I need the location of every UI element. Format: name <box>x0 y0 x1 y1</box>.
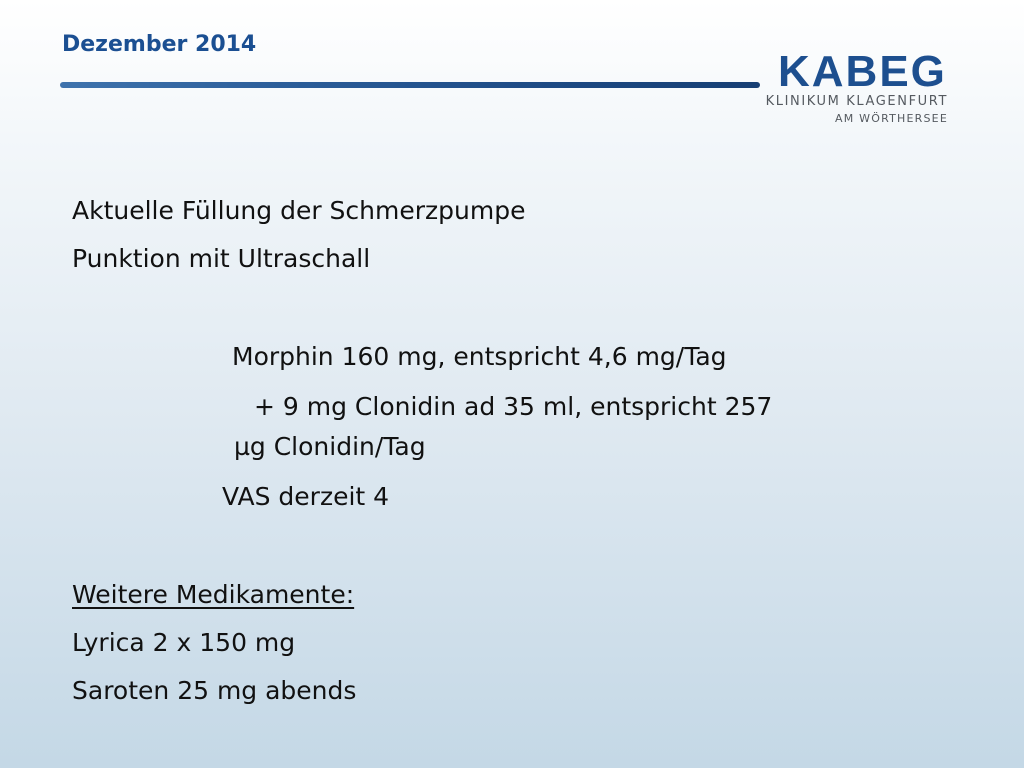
vas-score-line: VAS derzeit 4 <box>222 482 390 511</box>
logo-wordmark: KABEG <box>778 47 947 96</box>
clonidin-daily-line: µg Clonidin/Tag <box>234 432 426 461</box>
clonidin-dosage-line: + 9 mg Clonidin ad 35 ml, entspricht 257 <box>254 392 773 421</box>
lyrica-line: Lyrica 2 x 150 mg <box>72 628 296 657</box>
logo-subtitle-location: AM WÖRTHERSEE <box>835 112 948 125</box>
pump-filling-line: Aktuelle Füllung der Schmerzpumpe <box>72 196 526 225</box>
morphin-dosage-line: Morphin 160 mg, entspricht 4,6 mg/Tag <box>232 342 727 371</box>
saroten-line: Saroten 25 mg abends <box>72 676 357 705</box>
other-medications-heading: Weitere Medikamente: <box>72 580 355 609</box>
page-title: Dezember 2014 <box>62 32 257 57</box>
logo-subtitle-clinic: KLINIKUM KLAGENFURT <box>765 94 948 109</box>
ultrasound-puncture-line: Punktion mit Ultraschall <box>72 244 371 273</box>
